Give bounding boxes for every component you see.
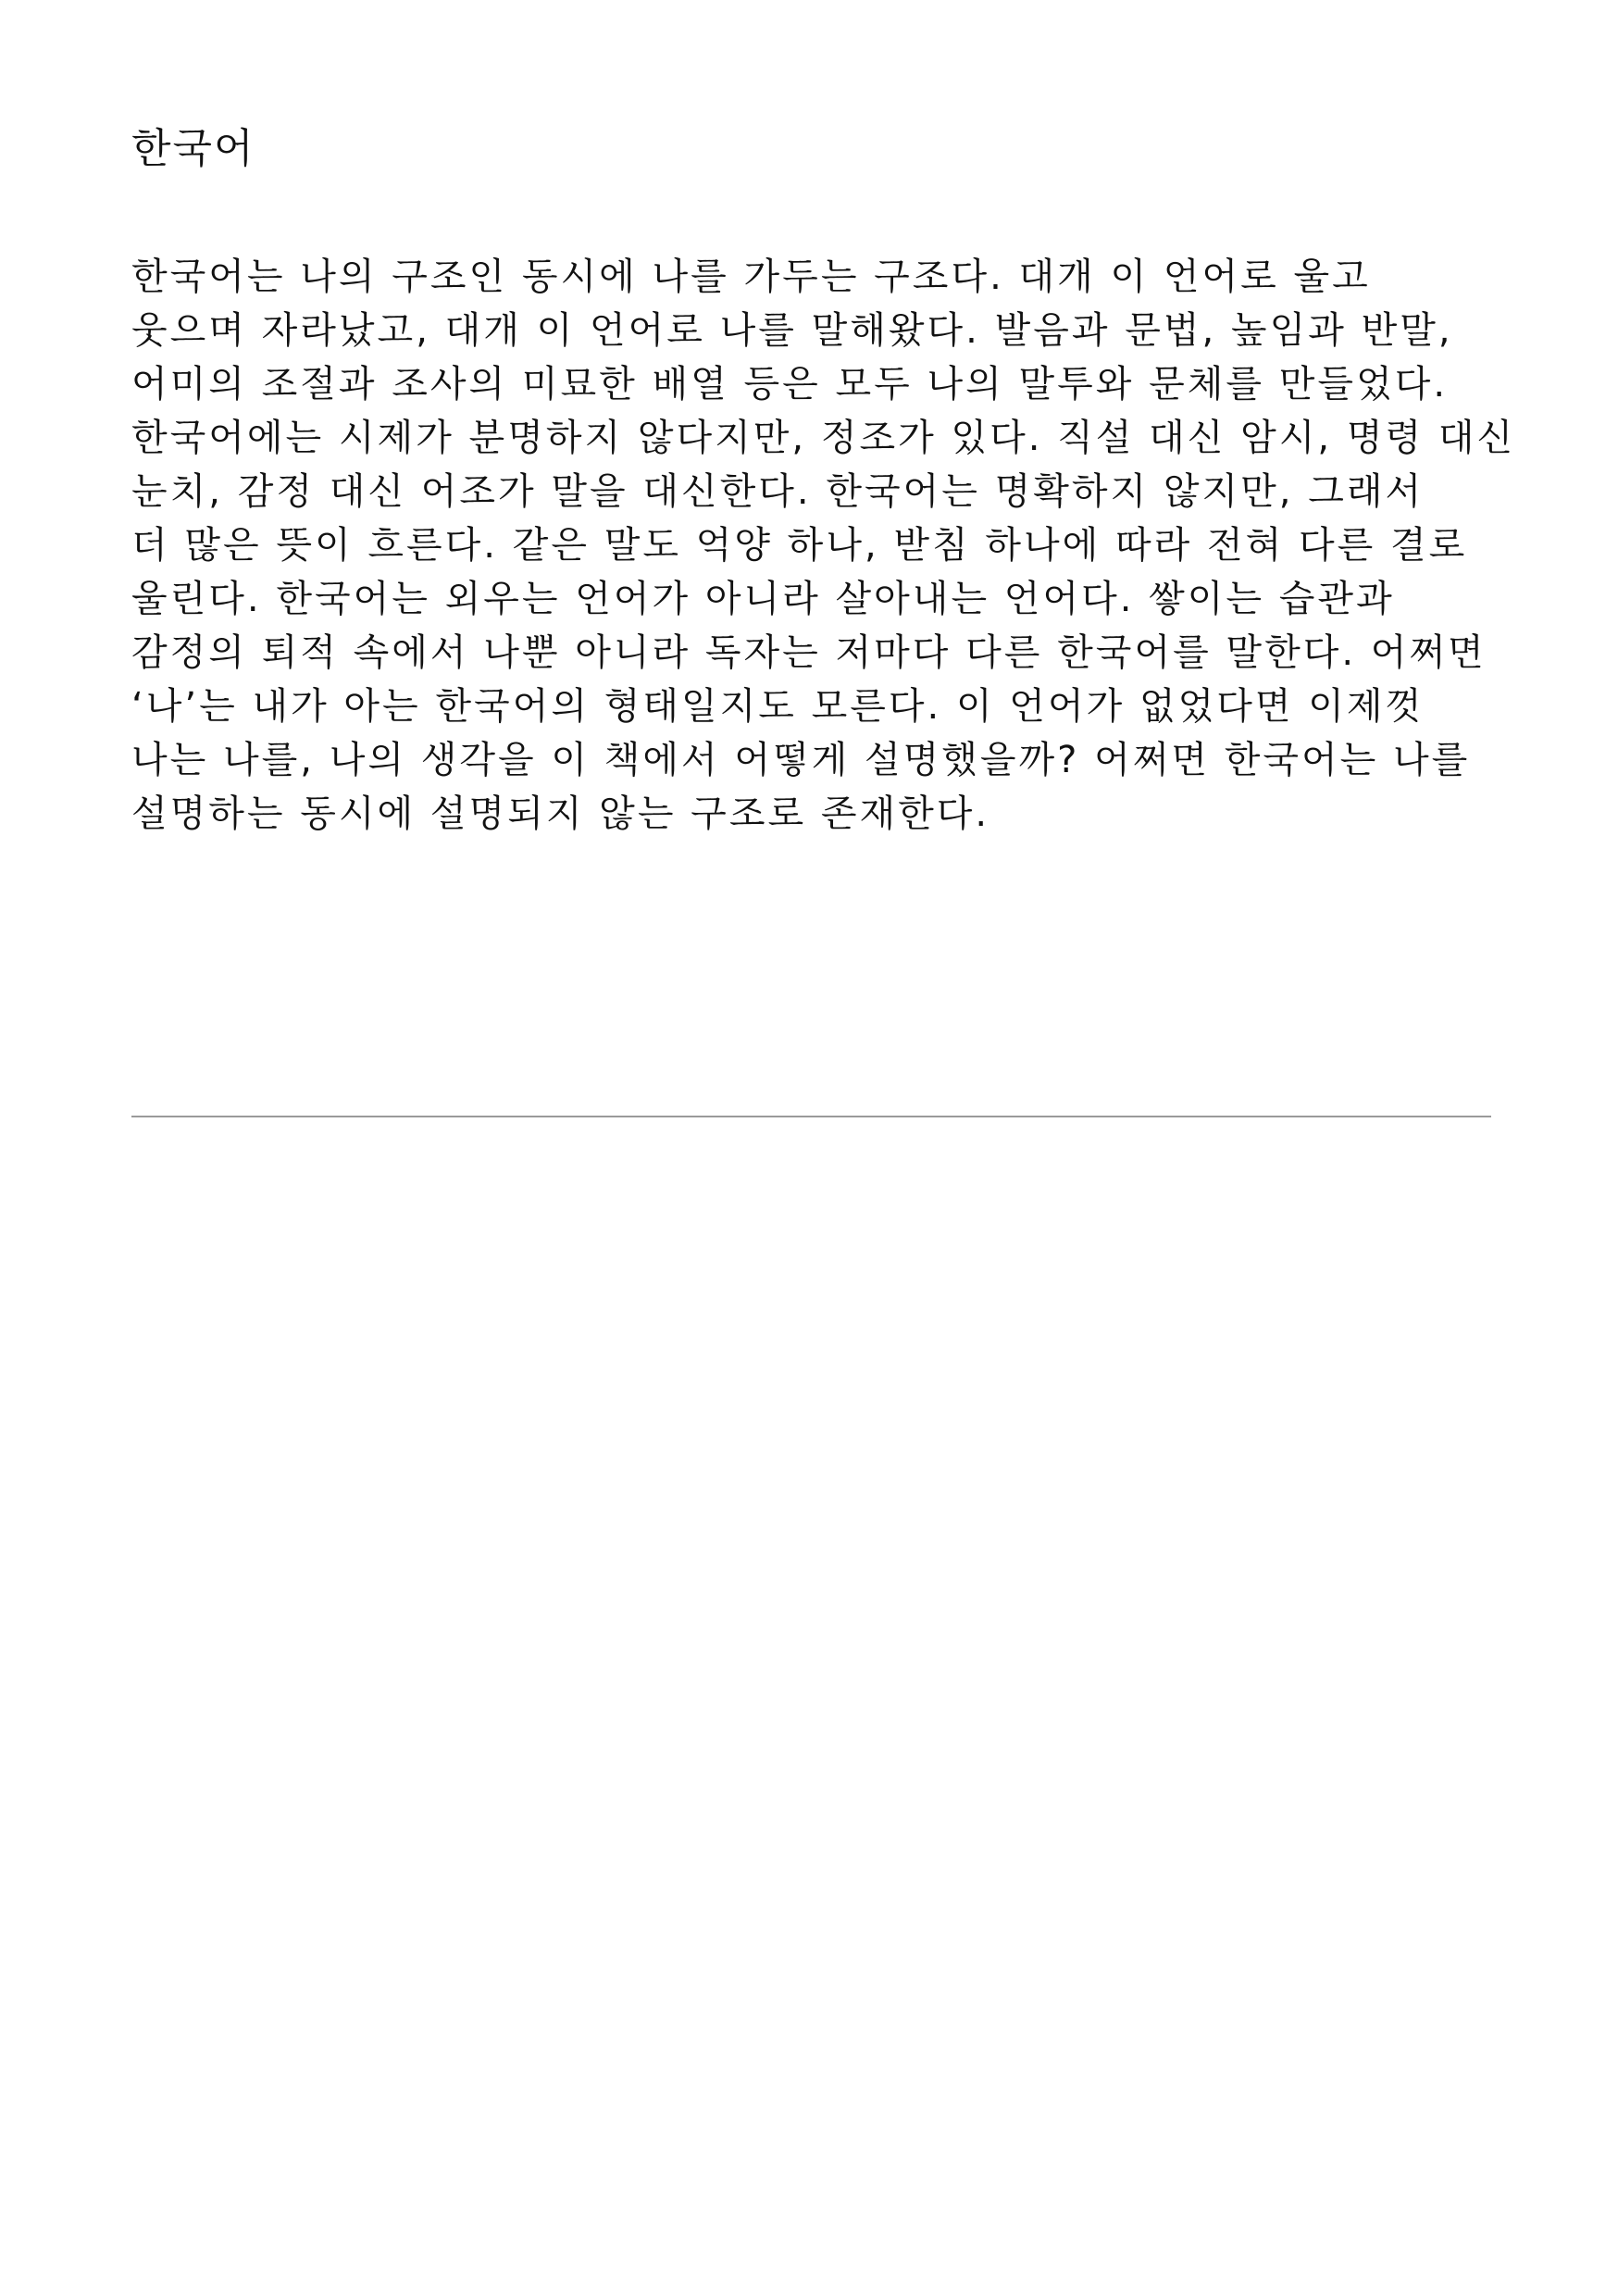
paragraph-line: 눈치, 감정 대신 어조가 말을 대신한다. 한국어는 명확하지 않지만, 그래서 bbox=[131, 470, 1425, 513]
paragraph-line: 더 많은 뜻이 흐른다. 같은 말도 억양 하나, 받침 하나에 따라 전혀 다른 결로 bbox=[131, 524, 1468, 567]
paragraph-line: 감정의 퇴적 속에서 나뿐 아니라 독자는 저마다 다른 한국어를 말한다. 어쩌면 bbox=[131, 631, 1487, 674]
paragraph-line: ‘나’는 내가 아는 한국어의 형태일지도 모른다. 이 언어가 없었다면 이제껏 bbox=[131, 685, 1425, 728]
paragraph-line: 나는 나를, 나의 생각을 이 책에서 어떻게 설명했을까? 어쩌면 한국어는 나를 bbox=[131, 739, 1471, 781]
document-title: 한국어 bbox=[131, 125, 255, 172]
paragraph-line: 웃으며 자라났고, 대개 이 언어로 나를 말해왔다. 발음과 문법, 높임과 반말, bbox=[131, 309, 1453, 352]
paragraph-line: 어미의 조절과 조사의 미묘한 배열 등은 모두 나의 말투와 문체를 만들었다. bbox=[131, 363, 1449, 406]
body-paragraph bbox=[131, 250, 1516, 841]
paragraph-line: 한국어에는 시제가 분명하지 않다지만, 정조가 있다. 직설 대신 암시, 명령 대신 bbox=[131, 417, 1516, 459]
paragraph-line: 설명하는 동시에 설명되지 않는 구조로 존재한다. bbox=[131, 792, 990, 835]
horizontal-divider bbox=[131, 1116, 1491, 1117]
paragraph-line: 울린다. 한국어는 외우는 언어가 아니라 살아내는 언어다. 쌓이는 습관과 bbox=[131, 578, 1395, 620]
paragraph-line: 한국어는 나의 구조인 동시에 나를 가두는 구조다. 대개 이 언어로 울고 bbox=[131, 256, 1371, 298]
